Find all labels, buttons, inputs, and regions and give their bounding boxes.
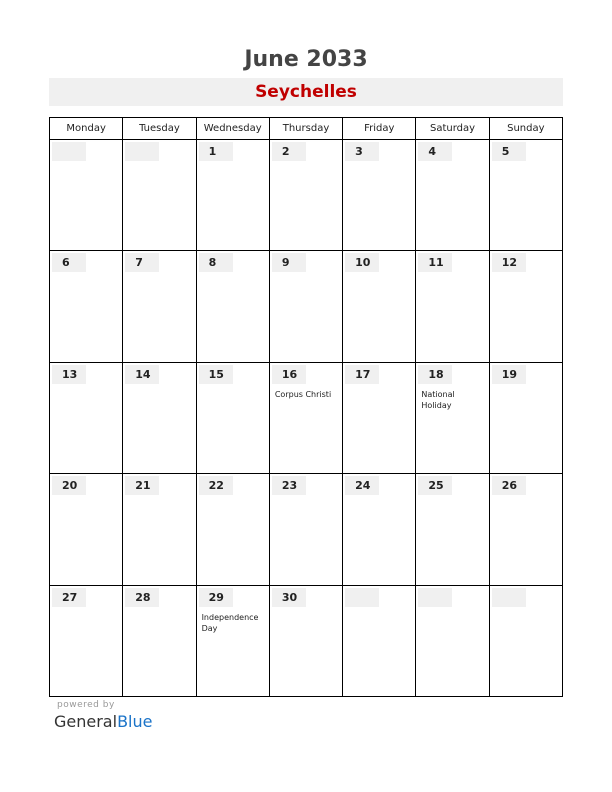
powered-by-text: powered by bbox=[57, 700, 115, 710]
week-row bbox=[50, 251, 562, 362]
day-cell-27 bbox=[50, 586, 123, 697]
country-name: Seychelles bbox=[49, 78, 563, 106]
day-number: 14 bbox=[125, 365, 159, 384]
day-number: 20 bbox=[52, 476, 86, 495]
holiday-label: Independence Day bbox=[201, 612, 259, 633]
day-cell-7 bbox=[123, 251, 196, 361]
day-number: 3 bbox=[345, 142, 379, 161]
day-cell-20 bbox=[50, 474, 123, 584]
weekday-sunday: Sunday bbox=[507, 123, 545, 134]
day-number: 30 bbox=[272, 588, 306, 607]
day-number: 6 bbox=[52, 253, 86, 272]
day-number: 19 bbox=[492, 365, 526, 384]
day-cell-29 bbox=[197, 586, 270, 697]
day-cell-23 bbox=[270, 474, 343, 584]
day-cell-24 bbox=[343, 474, 416, 584]
day-cell-8 bbox=[197, 251, 270, 361]
weekday-header-row bbox=[50, 118, 562, 140]
day-cell-18 bbox=[416, 363, 489, 473]
day-cell-19 bbox=[490, 363, 562, 473]
day-cell-empty bbox=[416, 586, 489, 697]
weekday-wednesday: Wednesday bbox=[197, 118, 270, 139]
day-cell-12 bbox=[490, 251, 562, 361]
page-title: June 2033 bbox=[244, 47, 368, 72]
day-number: 13 bbox=[52, 365, 86, 384]
day-cell-1 bbox=[197, 140, 270, 250]
day-cell-9 bbox=[270, 251, 343, 361]
day-number: 18 bbox=[418, 365, 452, 384]
day-cell-2 bbox=[270, 140, 343, 250]
day-number bbox=[418, 588, 452, 607]
day-number: 29 bbox=[199, 588, 233, 607]
day-number: 5 bbox=[492, 142, 526, 161]
day-cell-26 bbox=[490, 474, 562, 584]
weekday-friday: Friday bbox=[343, 118, 416, 139]
day-number: 21 bbox=[125, 476, 159, 495]
weekday-tuesday: Tuesday bbox=[123, 118, 196, 139]
day-number: 17 bbox=[345, 365, 379, 384]
day-cell-28 bbox=[123, 586, 196, 697]
day-number: 24 bbox=[345, 476, 379, 495]
day-number bbox=[345, 588, 379, 607]
day-number: 25 bbox=[418, 476, 452, 495]
day-number: 11 bbox=[418, 253, 452, 272]
brand-blue: Blue bbox=[117, 712, 153, 731]
day-number bbox=[52, 142, 86, 161]
day-cell-15 bbox=[197, 363, 270, 473]
day-number: 9 bbox=[272, 253, 306, 272]
day-cell-25 bbox=[416, 474, 489, 584]
day-number: 2 bbox=[272, 142, 306, 161]
day-cell-5 bbox=[490, 140, 562, 250]
day-number: 1 bbox=[199, 142, 233, 161]
holiday-label: National Holiday bbox=[421, 389, 455, 410]
day-cell-21 bbox=[123, 474, 196, 584]
day-cell-10 bbox=[343, 251, 416, 361]
day-cell-22 bbox=[197, 474, 270, 584]
day-cell-30 bbox=[270, 586, 343, 697]
day-cell-empty bbox=[123, 140, 196, 250]
weekday-monday: Monday bbox=[50, 118, 123, 139]
day-number: 16 bbox=[272, 365, 306, 384]
calendar-grid bbox=[49, 117, 563, 697]
day-number: 26 bbox=[492, 476, 526, 495]
day-number: 12 bbox=[492, 253, 526, 272]
day-cell-16 bbox=[270, 363, 343, 473]
day-number: 4 bbox=[418, 142, 452, 161]
day-number: 10 bbox=[345, 253, 379, 272]
day-number: 7 bbox=[125, 253, 159, 272]
week-row bbox=[50, 586, 562, 697]
week-row bbox=[50, 474, 562, 585]
generalblue-logo[interactable] bbox=[54, 712, 152, 731]
day-number: 8 bbox=[199, 253, 233, 272]
weekday-saturday: Saturday bbox=[416, 118, 489, 139]
day-cell-4 bbox=[416, 140, 489, 250]
day-cell-empty bbox=[50, 140, 123, 250]
day-number: 22 bbox=[199, 476, 233, 495]
weekday-thursday: Thursday bbox=[270, 118, 343, 139]
holiday-label: Corpus Christi bbox=[274, 389, 332, 399]
day-cell-empty bbox=[343, 586, 416, 697]
day-cell-empty bbox=[490, 586, 562, 697]
day-number bbox=[125, 142, 159, 161]
day-number: 28 bbox=[125, 588, 159, 607]
day-cell-3 bbox=[343, 140, 416, 250]
week-row bbox=[50, 140, 562, 251]
day-cell-11 bbox=[416, 251, 489, 361]
day-number: 15 bbox=[199, 365, 233, 384]
calendar-weeks bbox=[50, 140, 562, 697]
day-number bbox=[492, 588, 526, 607]
week-row bbox=[50, 363, 562, 474]
day-cell-14 bbox=[123, 363, 196, 473]
day-cell-13 bbox=[50, 363, 123, 473]
day-cell-17 bbox=[343, 363, 416, 473]
day-number: 23 bbox=[272, 476, 306, 495]
day-cell-6 bbox=[50, 251, 123, 361]
brand-general: General bbox=[54, 712, 118, 731]
day-number: 27 bbox=[52, 588, 86, 607]
